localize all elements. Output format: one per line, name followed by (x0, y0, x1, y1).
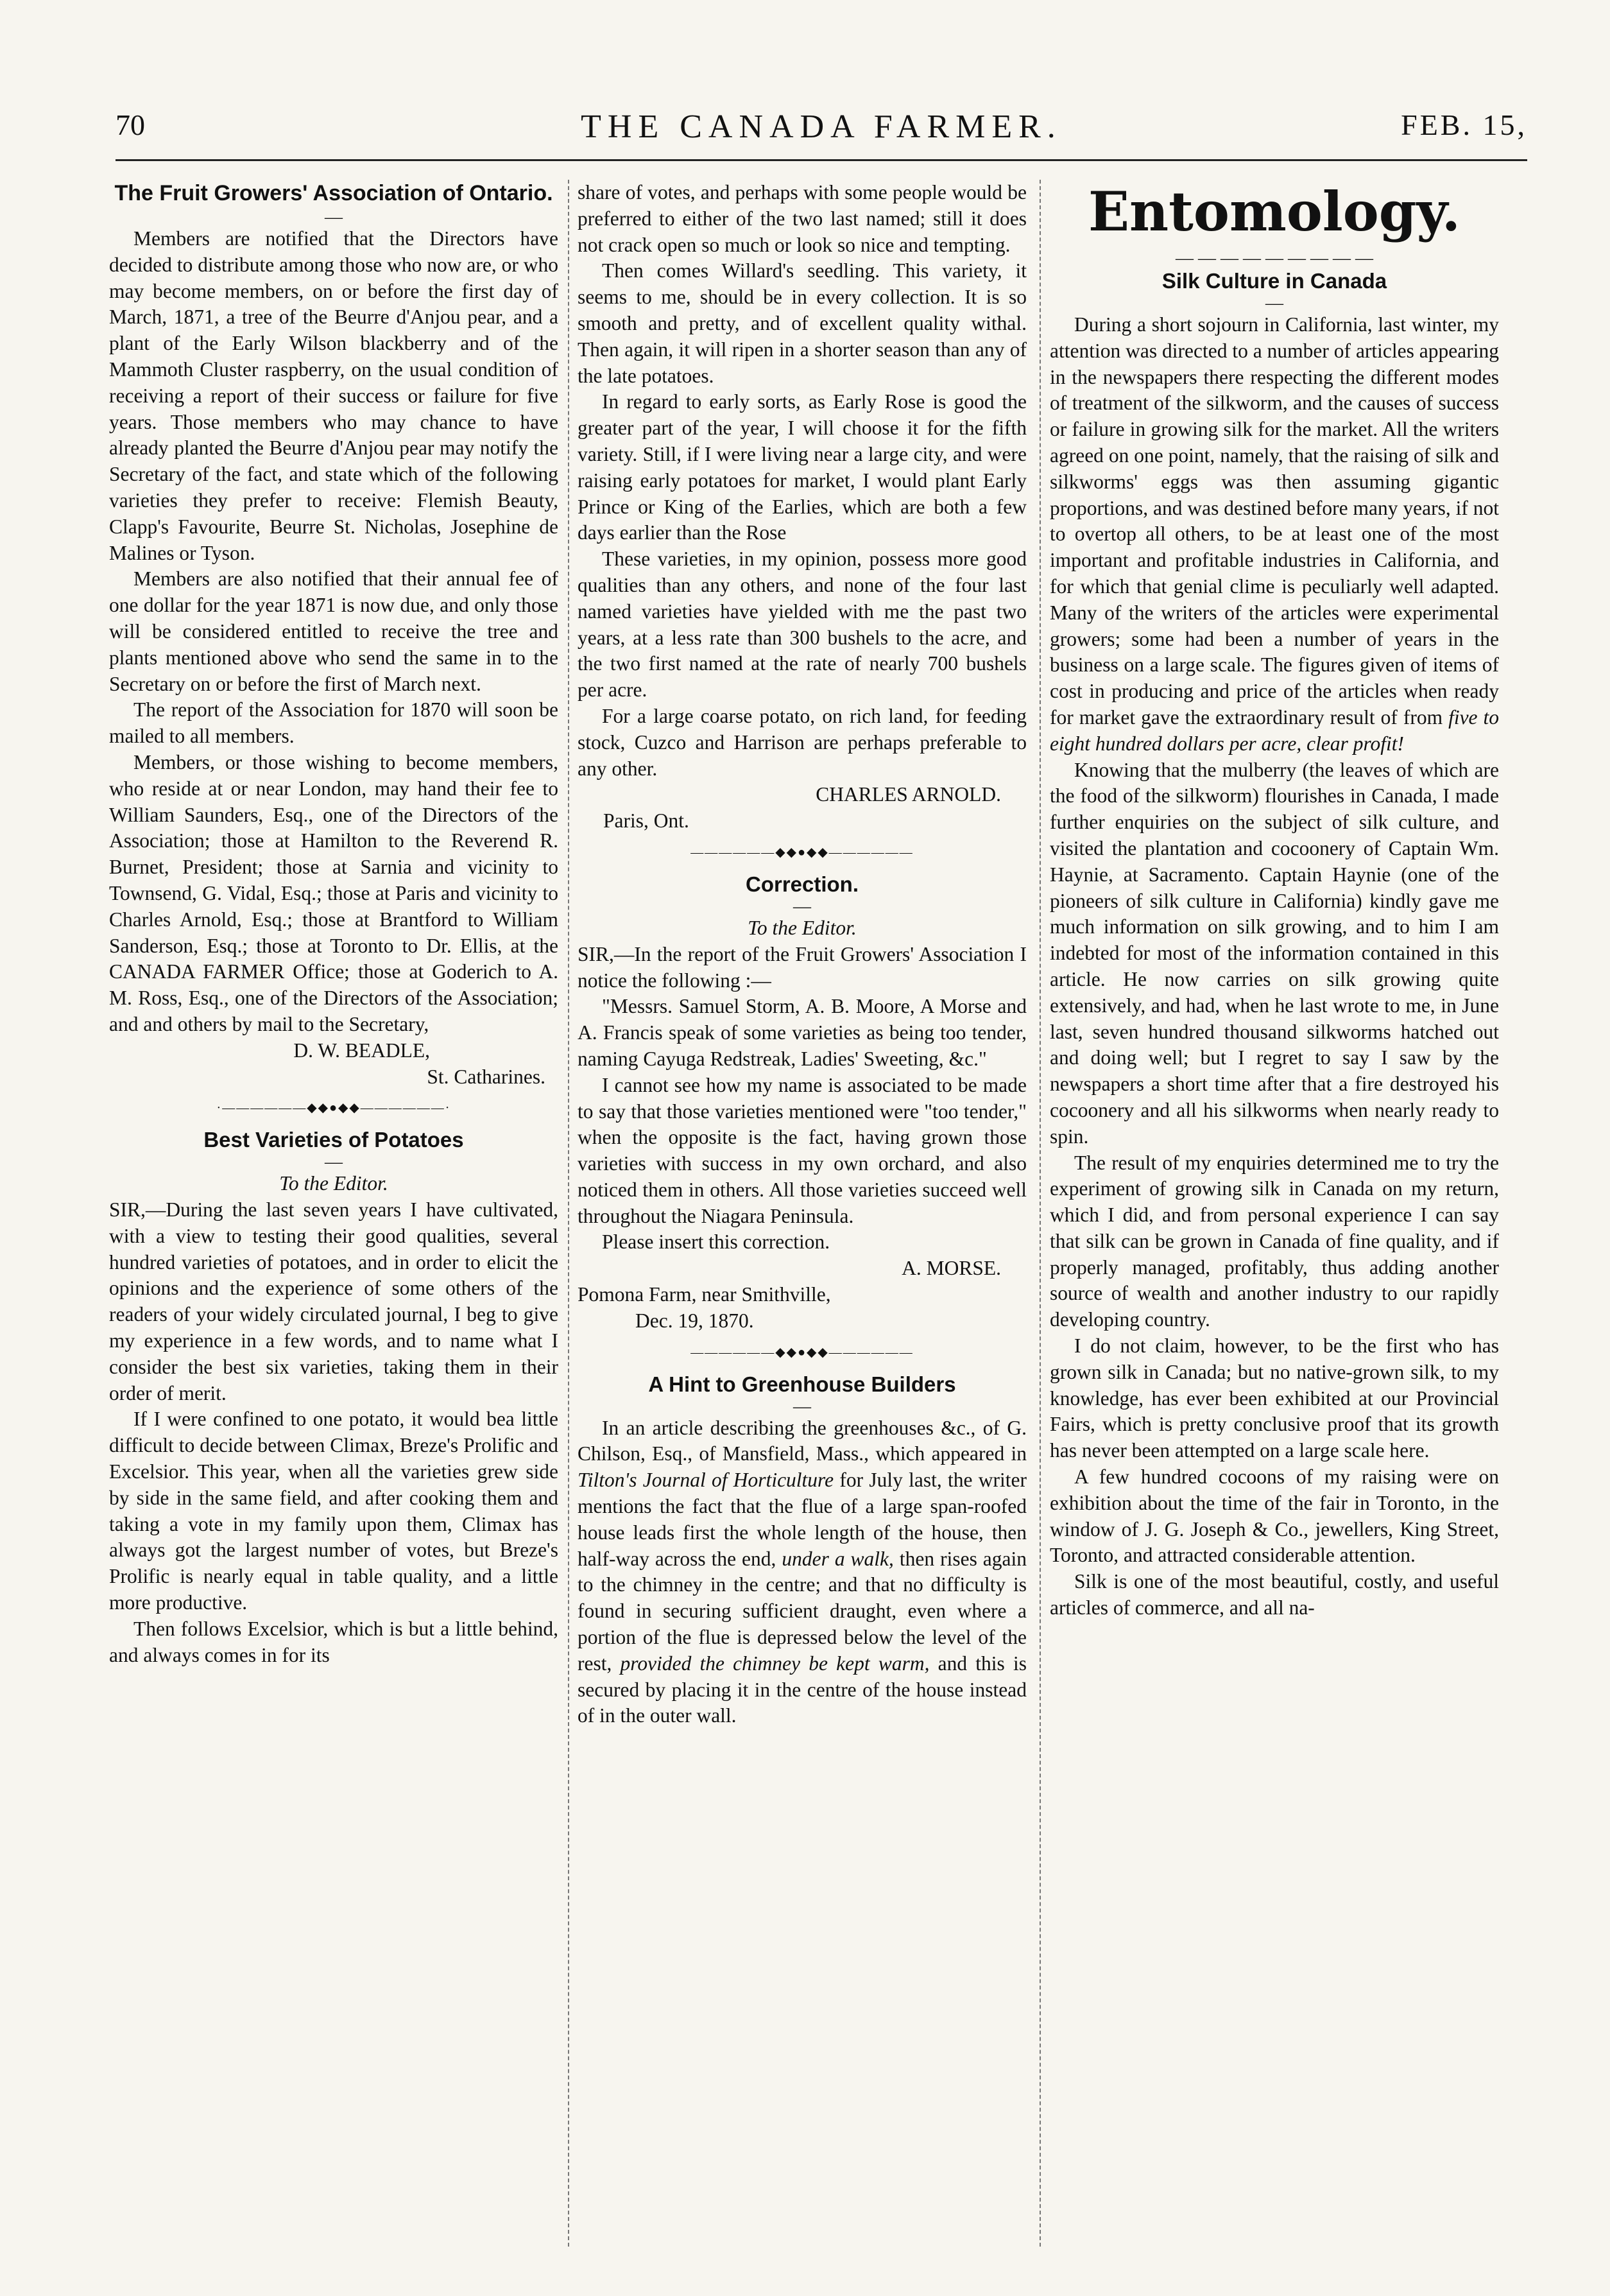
title-dash: — (325, 1152, 343, 1173)
paragraph: Members, or those wishing to become members, who reside at or near London, may hand their fee to William Saunders, Esq., one of the Directors of the Association; those at Hamilton to the Reverend R. Burnet, President; those at Sarnia and vicinity to Townsend, G. Vidal, Esq.; those at Paris and vicinity to Charles Arnold, Esq.; those at Brantford to William Sanderson, Esq.; those at Toronto to Dr. Ellis, at the CANADA FARMER Office; those at Goderich to A. M. Ross, Esq., one of the Directors of the Association; and and others by mail to the Secretary, (109, 750, 558, 1035)
paragraph: Members are notified that the Directors have decided to distribute among those who now are, or who may become members, on or before the first day of March, 1871, a tree of the Beurre d'Anjou pear, and a plant of the Early Wilson blackberry and of the Mammoth Cluster raspberry, on the usual condition of receiving a report of their success or failure for five years. Those members who may chance to have already planted the Beurre d'Anjou pear may notify the Secretary of the fact, and state which of the following varieties they prefer to receive: Flemish Beauty, Clapp's Favourite, Beurre St. Nicholas, Josephine de Malines or Tyson. (109, 227, 558, 564)
column-2 (578, 180, 1027, 1729)
paragraph: I cannot see how my name is associated to be made to say that those varieties mentioned were "too tender," when the opposite is the fact, having grown those varieties with success in my own orchard, and also noticed them in others. All those varieties succeed well throughout the Niagara Peninsula. (578, 1073, 1027, 1227)
text-run: then rises again to the chimney in the centre; and that no difficulty is found in securing sufficient draught, even where a portion of the flue is depressed below the level of the rest, (578, 1547, 1027, 1675)
paragraph: Please insert this correction. (602, 1230, 830, 1254)
ornament-divider: ——————◆◆●◆◆—————— (690, 845, 914, 859)
header-rule (116, 159, 1527, 161)
paragraph: "Messrs. Samuel Storm, A. B. Moore, A Morse and A. Francis speak of some varieties as being too tender, naming Cayuga Redstreak, Ladies' Sweeting, &c." (578, 995, 1027, 1070)
italic-run: under a walk, (782, 1547, 894, 1570)
paragraph: SIR,—During the last seven years I have cultivated, with a view to testing their good qualities, several hundred varieties of potatoes, and in order to elicit the opinions and the experience of some others of the readers of your widely circulated journal, I beg to give my experience in a few words, and to name what I consider the best six varieties, taking them in their order of merit. (109, 1198, 558, 1404)
paragraph: Then follows Excelsior, which is but a little behind, and always comes in for its (109, 1617, 558, 1666)
place-line: Pomona Farm, near Smithville, (578, 1283, 831, 1306)
paragraph: A few hundred cocoons of my raising were on exhibition about the time of the fair in Toronto, in the window of J. G. Joseph & Co., jewellers, King Street, Toronto, and attracted considerable attention. (1050, 1465, 1499, 1567)
ornament-divider: ——————◆◆●◆◆—————— (690, 1345, 914, 1359)
issue-date: FEB. 15, (1401, 108, 1527, 141)
signature-name: D. W. BEADLE, (293, 1039, 430, 1062)
paragraph: share of votes, and perhaps with some people would be preferred to either of the two last named; still it does not crack open so much or look so nice and tempting. (578, 181, 1027, 256)
newspaper-title: THE CANADA FARMER. (581, 108, 1062, 145)
paragraph: Silk is one of the most beautiful, costly, and useful articles of commerce, and all na- (1050, 1570, 1499, 1619)
page-number: 70 (116, 108, 145, 141)
title-dash: — (1265, 293, 1283, 313)
title-dash: — (793, 1396, 811, 1417)
paragraph: These varieties, in my opinion, possess more good qualities than any others, and none of the four last named varieties have yielded with me the past two years, at a less rate than 300 bushels to the acre, and the two first named at the rate of nearly 700 bushels per acre. (578, 548, 1027, 702)
masthead (116, 108, 1527, 159)
paragraph: Members are also notified that their annual fee of one dollar for the year 1871 is now due, and only those will be considered entitled to receive the tree and plants mentioned above who send the same in to the Secretary on or before the first of March next. (109, 567, 558, 695)
paragraph: SIR,—In the report of the Fruit Growers' Association I notice the following :— (578, 942, 1027, 992)
article-title: Best Varieties of Potatoes (203, 1128, 464, 1152)
signature-name: CHARLES ARNOLD. (816, 783, 1001, 806)
signature-place (578, 1282, 1027, 1334)
ornament-divider: ·——————◆◆●◆◆——————· (216, 1101, 451, 1116)
signature-place: St. Catharines. (427, 1065, 545, 1088)
journal-title: Tilton's Journal of Horticulture (578, 1469, 834, 1492)
date-line: Dec. 19, 1870. (635, 1309, 754, 1332)
paragraph: Then comes Willard's seedling. This variety, it seems to me, should be in every collection. It is so smooth and pretty, and of excellent quality withal. Then again, it will ripen in a shorter season than any of the late potatoes. (578, 259, 1027, 387)
column-3 (1050, 180, 1499, 1621)
salutation: To the Editor. (279, 1172, 388, 1195)
paragraph: The report of the Association for 1870 will soon be mailed to all members. (109, 698, 558, 748)
paragraph (578, 1415, 1027, 1730)
text-run: for July last, the writer mentions the fact that the flue of a large span-roofed house leads first the whole length of the house, then half-way across the end, (578, 1469, 1027, 1570)
paragraph: In regard to early sorts, as Early Rose is good the greater part of the year, I will choose it for the fifth variety. Still, if I were living near a large city, and were raising early potatoes for market, I would plant Early Prince or King of the Earlies, which are both a few days earlier than the Rose (578, 390, 1027, 544)
italic-run: five to eight hundred dollars per acre, clear profit! (1050, 705, 1500, 755)
article-title: Silk Culture in Canada (1161, 269, 1387, 293)
signature-place: Paris, Ont. (603, 809, 689, 833)
column-1 (109, 180, 558, 1668)
section-dash: — — — — — — — — — (1176, 248, 1373, 268)
title-dash: — (325, 207, 343, 227)
paragraph (1050, 312, 1499, 757)
text-run: and this is secured by placing it in the centre of the house instead of in the outer wall. (578, 1652, 1027, 1727)
salutation: To the Editor. (748, 916, 857, 939)
text-run: In an article describing the greenhouses &c., of G. Chilson, Esq., of Mansfield, Mass., which appeared in (578, 1416, 1027, 1465)
text-run: During a short sojourn in California, last winter, my attention was directed to a number of articles appearing in the newspapers there respecting the different modes of treatment of the silkworm, and the causes of success or failure in growing silk for the market. All the writers agreed on one point, namely, that the raising of silk and silkworms' eggs was then assuming gigantic proportions, and was destined before many years, if not to overtop all others, to be at least one of the most important and profitable industries in California, and for which that genial clime is peculiarly well adapted. Many of the writers of the articles were experimental growers; some had been a number of years in the business on a large scale. The figures given of items of cost in producing and price of the articles when ready for market gave the extraordinary result of from (1050, 313, 1499, 729)
paragraph: Knowing that the mulberry (the leaves of which are the food of the silkworm) flourishes in Canada, I made further enquiries on the subject of silk culture, and visited the plantation and cocoonery of Captain Wm. Haynie, at Sacramento. Captain Haynie (one of the pioneers of silk culture in California) kindly gave me much information on silk growing, and to him I am indebted for most of the information contained in this article. He now carries on silk growing quite extensively, and had, when he last wrote to me, in June last, seven hundred thousand silkworms hatched out and doing well; but I regret to say I saw by the newspapers a short time after that a fire destroyed his cocoonery and all his silkworms when nearly ready to spin. (1050, 758, 1499, 1148)
section-heading: Entomology. (1088, 180, 1460, 243)
column-divider (1040, 180, 1041, 2247)
paragraph: If I were confined to one potato, it would bea little difficult to decide between Climax, Breze's Prolific and Excelsior. This year, when all the varieties grew side by side in the same field, and after cooking them and taking a vote in my family upon them, Climax has always got the largest number of votes, but Breze's Prolific is nearly equal in table quality, and a little more productive. (109, 1408, 558, 1614)
column-divider (568, 180, 569, 2247)
signature-name: A. MORSE. (902, 1257, 1001, 1280)
article-title: Correction. (745, 872, 859, 896)
article-title: A Hint to Greenhouse Builders (648, 1372, 956, 1396)
paragraph: The result of my enquiries determined me to try the experiment of growing silk in Canada on my return, which I did, and from personal experience I can say that silk can be grown in Canada of fine quality, and if properly managed, profitably, thus adding another source of wealth and another industry to our rapidly developing country. (1050, 1151, 1499, 1331)
paragraph: For a large coarse potato, on rich land, for feeding stock, Cuzco and Harrison are perhaps preferable to any other. (578, 704, 1027, 780)
article-title: The Fruit Growers' Association of Ontario. (114, 181, 553, 205)
paragraph: I do not claim, however, to be the first who has grown silk in Canada; but no native-grown silk, to my knowledge, has ever been exhibited at our Provincial Fairs, which is pretty conclusive proof that its growth has never been attempted on a large scale here. (1050, 1334, 1499, 1462)
title-dash: — (793, 896, 811, 917)
italic-run: provided the chimney be kept warm, (620, 1652, 930, 1675)
